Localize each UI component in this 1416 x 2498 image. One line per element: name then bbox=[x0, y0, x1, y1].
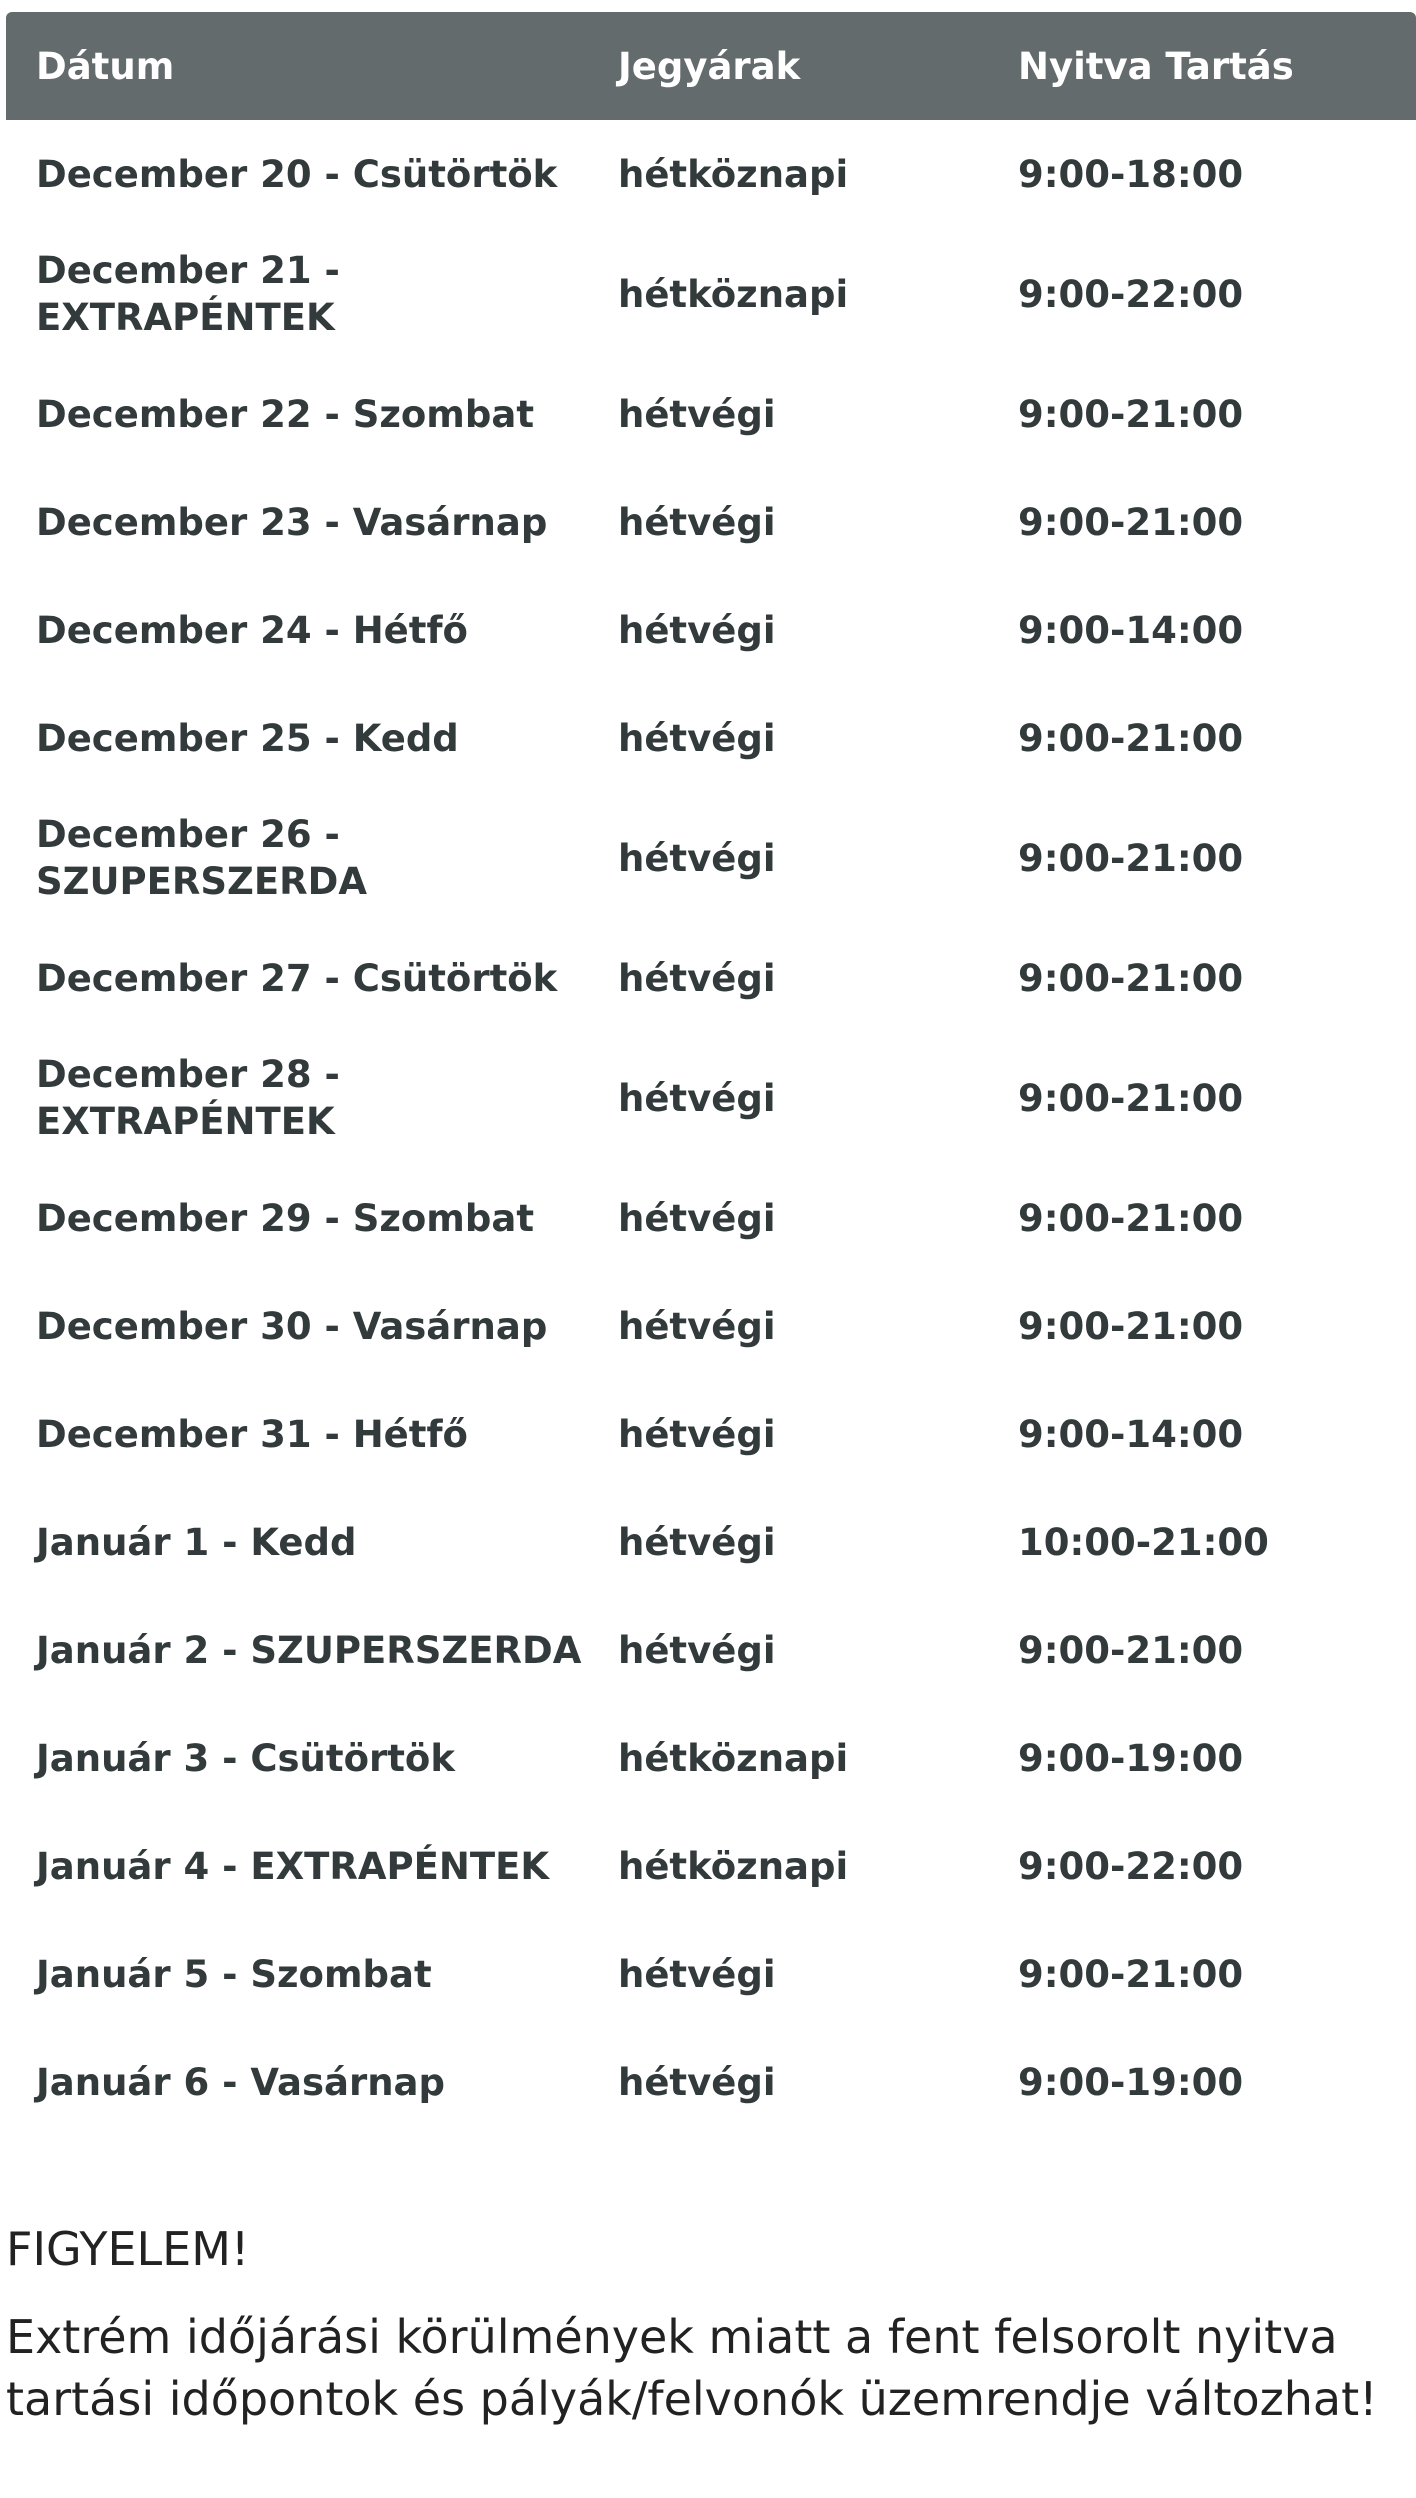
opening-hours-table bbox=[6, 12, 1416, 2136]
cell-opening-hours: 9:00-21:00 bbox=[1018, 956, 1244, 1000]
table-row bbox=[6, 1032, 1416, 1164]
cell-opening-hours: 9:00-14:00 bbox=[1018, 608, 1244, 652]
cell-date: Január 4 - EXTRAPÉNTEK bbox=[36, 1844, 550, 1888]
cell-ticket-price: hétvégi bbox=[618, 1196, 776, 1240]
cell-ticket-price: hétvégi bbox=[618, 1076, 776, 1120]
table-row bbox=[6, 924, 1416, 1032]
cell-opening-hours: 9:00-21:00 bbox=[1018, 716, 1244, 760]
cell-date: Január 3 - Csütörtök bbox=[36, 1736, 455, 1780]
notice-title: FIGYELEM! bbox=[6, 2222, 250, 2276]
cell-ticket-price: hétvégi bbox=[618, 608, 776, 652]
table-row bbox=[6, 2028, 1416, 2136]
cell-date: December 22 - Szombat bbox=[36, 392, 535, 436]
cell-opening-hours: 9:00-19:00 bbox=[1018, 2060, 1244, 2104]
cell-date: December 26 - SZUPERSZERDA bbox=[36, 813, 367, 903]
header-date: Dátum bbox=[36, 44, 175, 88]
table-row bbox=[6, 576, 1416, 684]
cell-ticket-price: hétvégi bbox=[618, 1520, 776, 1564]
cell-ticket-price: hétvégi bbox=[618, 2060, 776, 2104]
cell-ticket-price: hétvégi bbox=[618, 1304, 776, 1348]
cell-opening-hours: 9:00-21:00 bbox=[1018, 1304, 1244, 1348]
cell-date: December 28 - EXTRAPÉNTEK bbox=[36, 1053, 340, 1143]
cell-date: Január 6 - Vasárnap bbox=[36, 2060, 445, 2104]
cell-ticket-price: hétvégi bbox=[618, 1412, 776, 1456]
cell-opening-hours: 9:00-21:00 bbox=[1018, 836, 1244, 880]
table-body bbox=[6, 120, 1416, 2136]
table-row bbox=[6, 1488, 1416, 1596]
table-row bbox=[6, 1596, 1416, 1704]
cell-opening-hours: 9:00-21:00 bbox=[1018, 392, 1244, 436]
cell-date: Január 1 - Kedd bbox=[36, 1520, 357, 1564]
table-row bbox=[6, 792, 1416, 924]
cell-date: Január 2 - SZUPERSZERDA bbox=[36, 1628, 582, 1672]
cell-date: December 24 - Hétfő bbox=[36, 608, 468, 652]
cell-opening-hours: 9:00-21:00 bbox=[1018, 1952, 1244, 1996]
table-row bbox=[6, 468, 1416, 576]
cell-date: December 30 - Vasárnap bbox=[36, 1304, 548, 1348]
cell-ticket-price: hétköznapi bbox=[618, 1736, 849, 1780]
cell-date: December 27 - Csütörtök bbox=[36, 956, 558, 1000]
cell-date: December 25 - Kedd bbox=[36, 716, 459, 760]
notice bbox=[6, 2218, 1416, 2430]
cell-opening-hours: 9:00-19:00 bbox=[1018, 1736, 1244, 1780]
table-row bbox=[6, 1812, 1416, 1920]
cell-ticket-price: hétvégi bbox=[618, 956, 776, 1000]
table-row bbox=[6, 1704, 1416, 1812]
cell-ticket-price: hétvégi bbox=[618, 392, 776, 436]
cell-opening-hours: 9:00-22:00 bbox=[1018, 1844, 1244, 1888]
cell-ticket-price: hétköznapi bbox=[618, 152, 849, 196]
notice-text: Extrém időjárási körülmények miatt a fent felsorolt nyitva tartási időpontok és pályák/felvonók üzemrendje változhat! bbox=[6, 2310, 1378, 2426]
cell-opening-hours: 9:00-21:00 bbox=[1018, 1628, 1244, 1672]
header-opening-hours: Nyitva Tartás bbox=[1018, 44, 1294, 88]
table-row bbox=[6, 1920, 1416, 2028]
cell-date: Január 5 - Szombat bbox=[36, 1952, 432, 1996]
cell-ticket-price: hétvégi bbox=[618, 836, 776, 880]
cell-ticket-price: hétvégi bbox=[618, 500, 776, 544]
cell-opening-hours: 9:00-18:00 bbox=[1018, 152, 1244, 196]
cell-date: December 20 - Csütörtök bbox=[36, 152, 558, 196]
cell-opening-hours: 10:00-21:00 bbox=[1018, 1520, 1269, 1564]
cell-date: December 21 - EXTRAPÉNTEK bbox=[36, 249, 340, 339]
table-row bbox=[6, 1164, 1416, 1272]
table-row bbox=[6, 120, 1416, 228]
cell-ticket-price: hétvégi bbox=[618, 1628, 776, 1672]
cell-ticket-price: hétköznapi bbox=[618, 272, 849, 316]
table-row bbox=[6, 684, 1416, 792]
table-row bbox=[6, 228, 1416, 360]
cell-ticket-price: hétköznapi bbox=[618, 1844, 849, 1888]
cell-opening-hours: 9:00-21:00 bbox=[1018, 1196, 1244, 1240]
cell-opening-hours: 9:00-22:00 bbox=[1018, 272, 1244, 316]
cell-opening-hours: 9:00-21:00 bbox=[1018, 500, 1244, 544]
cell-opening-hours: 9:00-21:00 bbox=[1018, 1076, 1244, 1120]
table-header bbox=[6, 12, 1416, 120]
cell-ticket-price: hétvégi bbox=[618, 1952, 776, 1996]
table-row bbox=[6, 360, 1416, 468]
table-row bbox=[6, 1272, 1416, 1380]
cell-date: December 31 - Hétfő bbox=[36, 1412, 468, 1456]
cell-date: December 23 - Vasárnap bbox=[36, 500, 548, 544]
cell-date: December 29 - Szombat bbox=[36, 1196, 535, 1240]
table-row bbox=[6, 1380, 1416, 1488]
cell-ticket-price: hétvégi bbox=[618, 716, 776, 760]
header-ticket-prices: Jegyárak bbox=[618, 44, 801, 88]
cell-opening-hours: 9:00-14:00 bbox=[1018, 1412, 1244, 1456]
